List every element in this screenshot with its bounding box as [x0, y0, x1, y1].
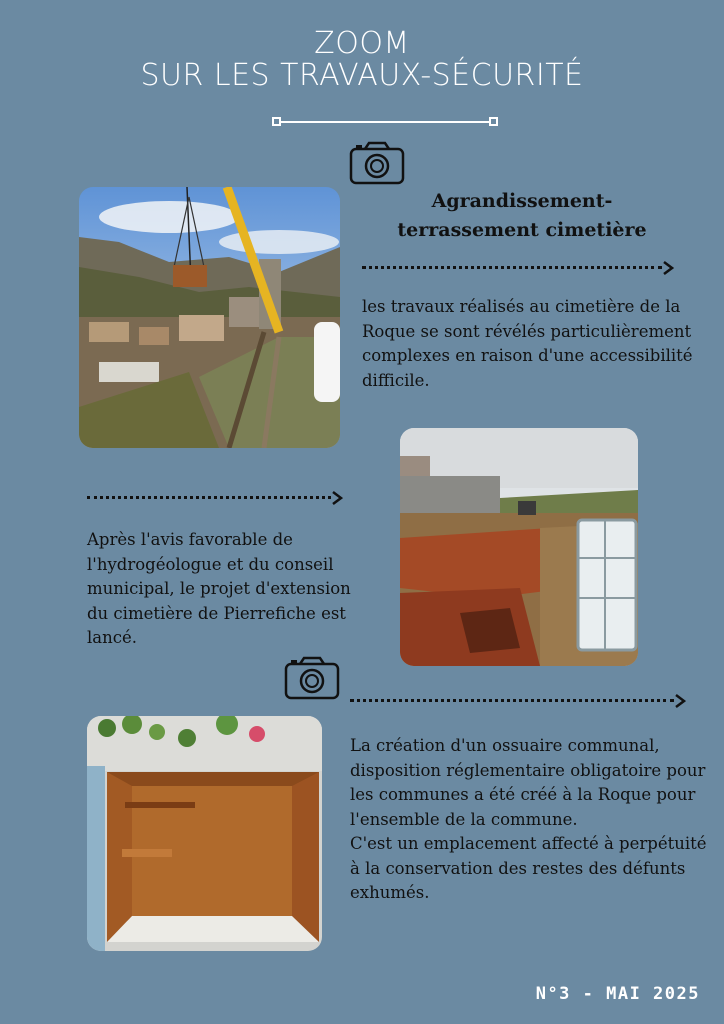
section3-text-line: C'est un emplacement affecté à perpétuité — [350, 834, 707, 853]
excavation-site-photo — [400, 428, 638, 666]
section1-heading — [362, 187, 682, 245]
crane-over-village-photo — [79, 187, 340, 448]
section3-text-line: les communes a été créé à la Roque pour — [350, 785, 696, 804]
section3-text-line: à la conservation des restes des défunts — [350, 858, 686, 878]
divider-line — [280, 121, 490, 123]
wooden-ossuary-photo — [87, 716, 322, 951]
camera-icon — [284, 655, 340, 701]
camera-icon — [349, 140, 405, 186]
section1-text-line: Roque se sont révélés particulièrement — [362, 321, 692, 341]
divider-end-right — [489, 117, 498, 126]
section2-text — [87, 528, 377, 651]
section2-text-line: municipal, le projet d'extension — [87, 579, 351, 598]
title-divider — [272, 116, 498, 128]
dotted-arrow-icon — [87, 491, 343, 505]
section1-text-line: complexes en raison d'une accessibilité — [362, 346, 693, 365]
section2-text-line: Après l'avis favorable de — [87, 530, 293, 549]
section1-text — [362, 295, 702, 393]
section3-text-line: La création d'un ossuaire communal, — [350, 736, 660, 755]
page-title-line1: ZOOM — [314, 26, 410, 61]
section3-text-line: exhumés. — [350, 883, 430, 902]
section1-heading-line1: Agrandissement- — [431, 190, 613, 212]
section1-text-line: les travaux réalisés au cimetière de la — [362, 297, 681, 316]
section1-heading-line2: terrassement cimetière — [397, 219, 647, 241]
dotted-arrow-icon — [362, 261, 674, 275]
page-title-line2: SUR LES TRAVAUX-SÉCURITÉ — [140, 58, 584, 93]
section2-text-line: du cimetière de Pierrefiche est — [87, 603, 346, 623]
section2-text-line: l'hydrogéologue et du conseil — [87, 554, 334, 574]
issue-label: N°3 - MAI 2025 — [535, 984, 700, 1004]
section3-text — [350, 734, 720, 906]
section1-text-line: difficile. — [362, 370, 430, 390]
section3-text-line: l'ensemble de la commune. — [350, 809, 578, 829]
dotted-arrow-icon — [350, 694, 686, 708]
section3-text-line: disposition réglementaire obligatoire pour — [350, 760, 706, 780]
section2-text-line: lancé. — [87, 628, 137, 647]
